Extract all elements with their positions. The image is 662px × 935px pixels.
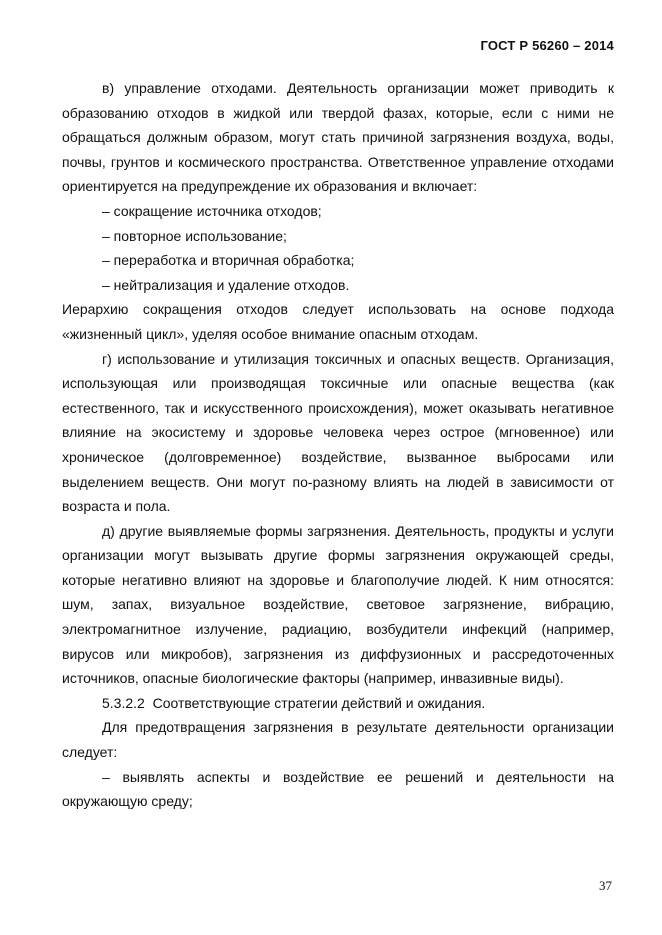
list-item: – сокращение источника отходов;: [102, 202, 322, 219]
paragraph-waste-management: в) управление отходами. Деятельность организации может приводить к образованию отходов в жидкой или твердой фазах, которые, если с ними не обращаться должным образом, могут стать причиной загрязнения воздуха, воды, почвы, грунтов и космического пространства. Ответственное управление отходами ориентируется на предупреждение их образования и включает:: [62, 80, 614, 195]
list-item: – выявлять аспекты и воздействие ее решений и деятельности на окружающую среду;: [62, 768, 614, 810]
document-body: [62, 76, 614, 814]
paragraph-prevention-intro: Для предотвращения загрязнения в результате деятельности организации следует:: [62, 719, 614, 761]
list-item: – переработка и вторичная обработка;: [102, 252, 355, 269]
list-item: – нейтрализация и удаление отходов.: [102, 276, 350, 293]
paragraph-waste-hierarchy: Иерархию сокращения отходов следует использовать на основе подхода «жизненный цикл», уделяя особое внимание опасным отходам.: [62, 301, 614, 342]
page-number: 37: [599, 878, 612, 893]
paragraph-toxic-substances: г) использование и утилизация токсичных и опасных веществ. Организация, использующая или производящая токсичные или опасные вещества (как естественного, так и искусственного происхождения), может оказывать негативное влияние на экосистему и здоровье человека через острое (мгновенное) или хроническое (долговременное) воздействие, вызванное выбросами или выделением веществ. Они могут по-разному влиять на людей в зависимости от возраста и пола.: [62, 350, 614, 515]
section-heading: 5.3.2.2 Соответствующие стратегии действий и ожидания.: [102, 694, 486, 711]
paragraph-other-pollution: д) другие выявляемые формы загрязнения. Деятельность, продукты и услуги организации могут вызывать другие формы загрязнения окружающей среды, которые негативно влияют на здоровье и благополучие людей. К ним относятся: шум, запах, визуальное воздействие, световое загрязнение, вибрацию, электромагнитное излучение, радиацию, возбудители инфекций (например, вирусов или микробов), загрязнения из диффузионных и рассредоточенных источников, опасные биологические факторы (например, инвазивные виды).: [62, 522, 614, 687]
list-item: – повторное использование;: [102, 227, 287, 244]
document-header: ГОСТ Р 56260 – 2014: [480, 38, 614, 53]
